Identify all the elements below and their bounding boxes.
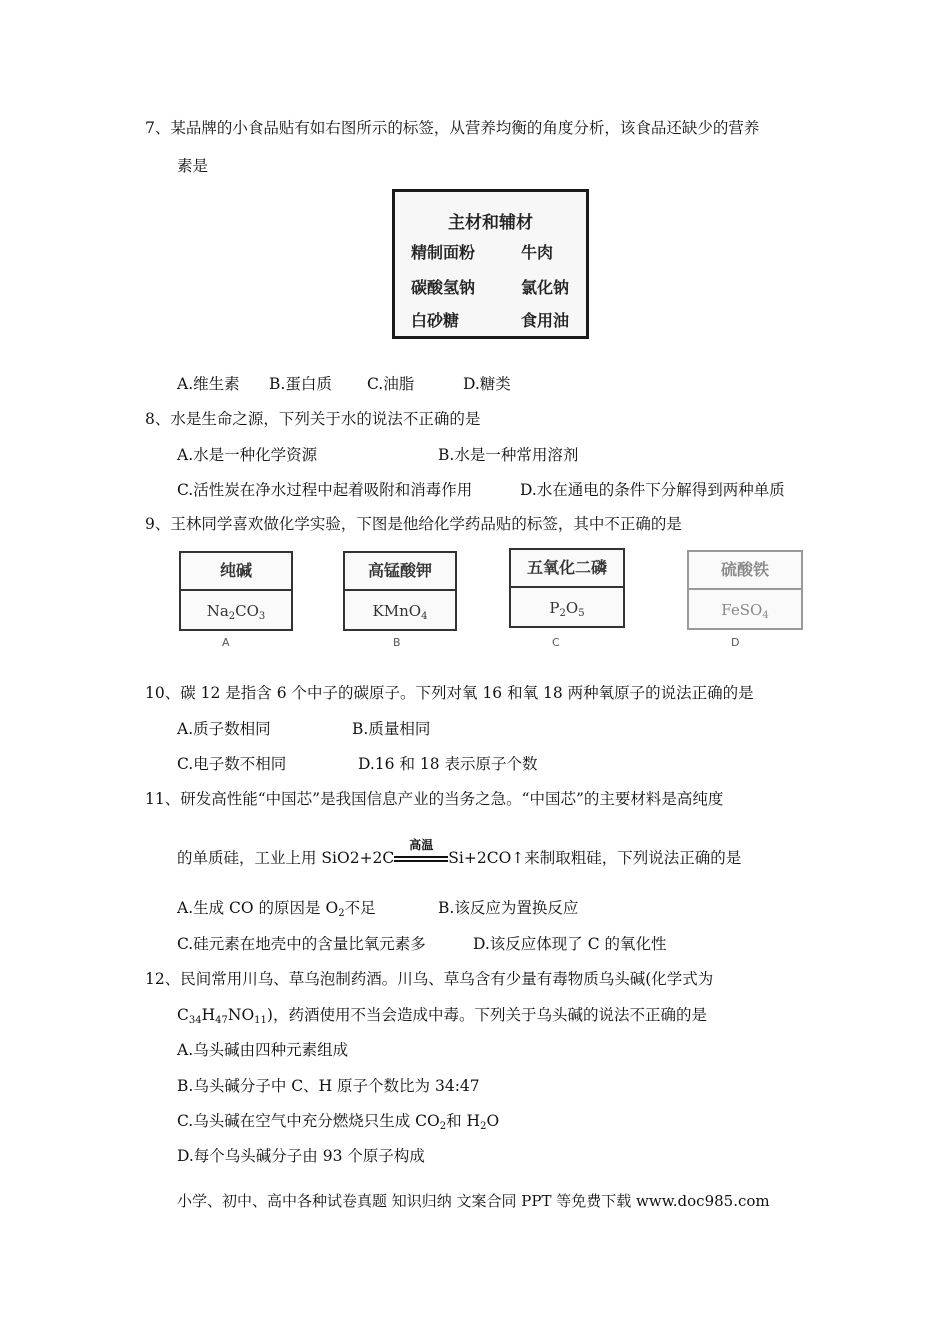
food-label-item: 白砂糖: [411, 311, 460, 330]
food-label-item: 食用油: [521, 311, 570, 330]
chem-label-formula: $P_2O_5$: [549, 599, 585, 619]
food-label-item: 牛肉: [521, 243, 554, 262]
page-footer: 小学、初中、高中各种试卷真题 知识归纳 文案合同 PPT 等免费下载 www.doc985.com: [177, 1192, 770, 1210]
chem-label-name: 纯碱: [181, 553, 291, 591]
chem-label-b: [343, 551, 457, 631]
q7-stem-line2: 素是: [177, 157, 209, 175]
q11-option-a: A.生成 CO 的原因是 $O_2$不足: [177, 899, 376, 919]
chem-label-formula: $Na_2CO_3$: [206, 602, 266, 622]
q11-stem-line1: 11、研发高性能“中国芯”是我国信息产业的当务之急。“中国芯”的主要材料是高纯度: [145, 790, 724, 808]
chem-label-a: [179, 551, 293, 631]
q7-option-c: C.油脂: [367, 375, 415, 393]
q11-option-d: D.该反应体现了 C 的氧化性: [473, 935, 667, 953]
q8-option-a: A.水是一种化学资源: [177, 446, 318, 464]
chem-label-d: [687, 550, 803, 630]
food-label-title: 主材和辅材: [448, 213, 533, 233]
q12-option-d: D.每个乌头碱分子由 93 个原子构成: [177, 1147, 425, 1165]
food-label-item: 氯化钠: [521, 278, 570, 297]
q7-option-a: A.维生素: [177, 375, 240, 393]
q10-option-a: A.质子数相同: [177, 720, 271, 738]
q9-stem: 9、王林同学喜欢做化学实验，下图是他给化学药品贴的标签，其中不正确的是: [145, 515, 682, 533]
q10-option-b: B.质量相同: [352, 720, 431, 738]
q7-stem-line1: 7、某品牌的小食品贴有如右图所示的标签，从营养均衡的角度分析，该食品还缺少的营养: [145, 119, 760, 137]
q11-stem-line2: 的单质硅，工业上用 SiO2+2C 高温 Si+2CO↑来制取粗硅，下列说法正确的是: [177, 838, 742, 867]
chem-label-name: 高锰酸钾: [345, 553, 455, 591]
q7-option-d: D.糖类: [463, 375, 511, 393]
q12-stem-line1: 12、民间常用川乌、草乌泡制药酒。川乌、草乌含有少量有毒物质乌头碱(化学式为: [145, 970, 714, 988]
q12-option-a: A.乌头碱由四种元素组成: [177, 1041, 349, 1059]
chem-label-letter: C: [552, 636, 560, 649]
chem-label-letter: A: [222, 636, 230, 649]
q8-option-b: B.水是一种常用溶剂: [438, 446, 579, 464]
chem-label-letter: B: [393, 636, 401, 649]
chem-label-name: 五氧化二磷: [511, 550, 623, 588]
food-label-item: 碳酸氢钠: [411, 278, 476, 297]
q10-option-d: D.16 和 18 表示原子个数: [358, 755, 538, 773]
q11-option-c: C.硅元素在地壳中的含量比氧元素多: [177, 935, 426, 953]
q8-stem: 8、水是生命之源，下列关于水的说法不正确的是: [145, 410, 481, 428]
chem-label-letter: D: [731, 636, 740, 649]
chem-label-formula: KMnO$_4$: [372, 602, 428, 622]
q11-option-b: B.该反应为置换反应: [438, 899, 579, 917]
q8-option-c: C.活性炭在净水过程中起着吸附和消毒作用: [177, 481, 473, 499]
reaction-condition: 高温: [394, 849, 448, 869]
chem-label-formula: FeSO$_4$: [721, 601, 769, 621]
q10-option-c: C.电子数不相同: [177, 755, 287, 773]
chem-label-name: 硫酸铁: [689, 552, 801, 590]
q12-stem-line2: $C_{34}H_{47}NO_{11}$)，药酒使用不当会造成中毒。下列关于乌头碱的说法不正确的是: [177, 1006, 707, 1026]
food-label-item: 精制面粉: [411, 243, 476, 262]
food-label-figure: [392, 189, 589, 339]
q8-option-d: D.水在通电的条件下分解得到两种单质: [520, 481, 785, 499]
q10-stem: 10、碳 12 是指含 6 个中子的碳原子。下列对氧 16 和氧 18 两种氧原子的说法正确的是: [145, 684, 754, 702]
q12-option-b: B.乌头碱分子中 C、H 原子个数比为 34:47: [177, 1077, 480, 1095]
q7-option-b: B.蛋白质: [269, 375, 332, 393]
q12-option-c: C.乌头碱在空气中充分燃烧只生成 $CO_2$和 $H_2O$: [177, 1112, 500, 1132]
chem-label-c: [509, 548, 625, 628]
